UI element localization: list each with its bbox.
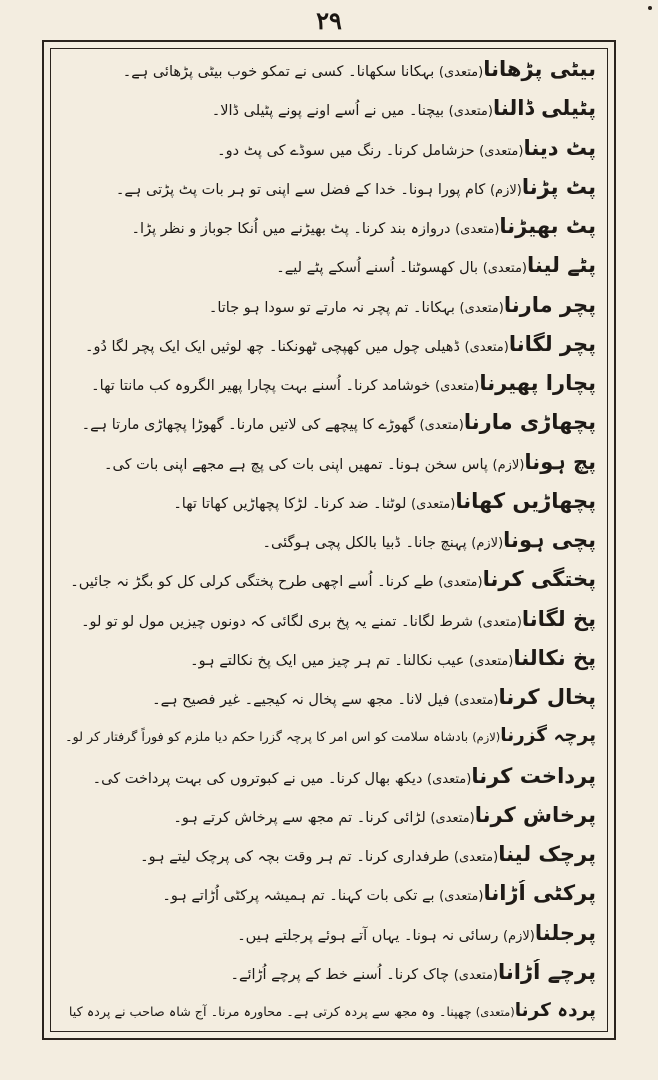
entry-grammar-label: (متعدی) bbox=[455, 222, 500, 237]
dictionary-entry bbox=[60, 56, 596, 82]
entry-grammar-label: (لازم) bbox=[502, 928, 535, 944]
dictionary-entry bbox=[60, 920, 596, 946]
entry-definition: بیچنا۔ میں نے اُسے اونے پونے پٹیلی ڈالا۔ bbox=[211, 103, 449, 120]
entry-headword: پچ ہونا bbox=[524, 449, 596, 474]
entry-definition: بال کھسوٹنا۔ اُسنے اُسکے پٹے لیے۔ bbox=[276, 260, 483, 277]
entry-headword: پختگی کرنا bbox=[482, 567, 596, 592]
entry-headword: پٹ دینا bbox=[523, 135, 596, 160]
entry-definition: خوشامد کرنا۔ اُسنے بہت پچارا پھیر الگروہ کب مانتا تھا۔ bbox=[91, 378, 436, 394]
dictionary-entry bbox=[60, 606, 596, 632]
entry-definition: عیب نکالنا۔ تم ہر چیز میں ایک پخ نکالتے ہو۔ bbox=[190, 652, 470, 669]
entry-grammar-label: (متعدی) bbox=[427, 771, 472, 787]
entry-definition: رسائی نہ ہونا۔ یہاں آتے ہوئے پرجلتے ہیں۔ bbox=[237, 927, 503, 944]
entry-definition: بہکانا۔ تم پچر نہ مارتے تو سودا ہو جاتا۔ bbox=[208, 299, 460, 316]
entry-definition: پہنچ جانا۔ ڈبیا بالکل پچی ہوگئی۔ bbox=[262, 535, 472, 551]
entry-definition: بے تکی بات کہنا۔ تم ہمیشہ پرکٹی اُڑاتے ہو۔ bbox=[162, 888, 440, 905]
entry-definition: چھپنا۔ وہ مجھ سے پردہ کرتی ہے۔ محاورہ مرنا۔ آج شاہ صاحب نے پردہ کیا bbox=[68, 1005, 476, 1020]
entry-definition: بہکانا سکھانا۔ کسی نے تمکو خوب بیٹی پڑھائی ہے۔ bbox=[122, 64, 439, 80]
entry-definition: کام پورا ہونا۔ خدا کے فضل سے اپنی تو ہر بات پٹ پڑتی ہے۔ bbox=[115, 181, 490, 198]
entry-headword: پخ لگانا bbox=[521, 606, 596, 631]
page-number: ۲۹ bbox=[316, 6, 342, 35]
dictionary-entry bbox=[60, 880, 596, 906]
entry-grammar-label: (متعدی) bbox=[464, 339, 509, 355]
entry-grammar-label: (متعدی) bbox=[438, 575, 483, 591]
entry-headword: پچارا پھیرنا bbox=[479, 371, 596, 395]
entry-definition: طرفداری کرنا۔ تم ہر وقت بچہ کی پرچک لیتے ہو۔ bbox=[140, 849, 454, 865]
entry-definition: دروازہ بند کرنا۔ پٹ بھیڑنے میں اُنکا جوباز و نظر پڑا۔ bbox=[131, 221, 456, 237]
entry-headword: پچر لگانا bbox=[508, 331, 596, 356]
entry-grammar-label: (متعدی) bbox=[482, 261, 527, 277]
entry-definition: بادشاہ سلامت کو اس امر کا پرچہ گزرا حکم دیا ملزم کو فوراً گرفتار کر لو۔ bbox=[65, 730, 473, 746]
dictionary-entry bbox=[60, 449, 596, 475]
dictionary-entries bbox=[54, 52, 602, 1028]
entry-grammar-label: (متعدی) bbox=[454, 693, 499, 708]
entry-grammar-label: (متعدی) bbox=[411, 496, 456, 512]
dictionary-entry bbox=[60, 331, 596, 357]
entry-headword: پچھاڑیں کھانا bbox=[455, 488, 596, 513]
entry-definition: لوٹنا۔ ضد کرنا۔ لڑکا پچھاڑیں کھاتا تھا۔ bbox=[173, 495, 411, 512]
entry-grammar-label: (متعدی) bbox=[435, 379, 480, 394]
dictionary-entry bbox=[60, 802, 596, 828]
entry-grammar-label: (متعدی) bbox=[469, 653, 514, 669]
entry-definition: حزشامل کرنا۔ رنگ میں سوڈے کی پٹ دو۔ bbox=[217, 142, 480, 159]
entry-grammar-label: (متعدی) bbox=[438, 65, 484, 80]
entry-definition: لڑائی کرنا۔ تم مجھ سے پرخاش کرتے ہو۔ bbox=[173, 809, 431, 826]
entry-definition: طے کرنا۔ اُسے اچھی طرح پختگی کرلی کل کو بگڑ نہ جائیں۔ bbox=[70, 574, 439, 591]
entry-definition: پاس سخن ہونا۔ تمھیں اپنی بات کی پچ ہے مجھے اپنی بات کی۔ bbox=[104, 456, 493, 473]
entry-headword: پچر مارنا bbox=[503, 292, 596, 317]
entry-grammar-label: (متعدی) bbox=[453, 850, 499, 865]
entry-headword: پرچک لینا bbox=[498, 842, 596, 866]
entry-definition: گھوڑے کا پیچھے کی لاتیں مارنا۔ گھوڑا پچھاڑی مارتا ہے۔ bbox=[81, 417, 420, 434]
entry-grammar-label: (متعدی) bbox=[459, 300, 504, 316]
entry-grammar-label: (متعدی) bbox=[477, 614, 522, 630]
entry-grammar-label: (متعدی) bbox=[453, 967, 499, 983]
entry-headword: پٹ بھیڑنا bbox=[499, 214, 596, 238]
dictionary-entry bbox=[60, 841, 596, 867]
dictionary-entry bbox=[60, 566, 596, 592]
dictionary-entry bbox=[60, 174, 596, 200]
dictionary-entry bbox=[60, 723, 596, 749]
entry-definition: شرط لگانا۔ تمنے یہ پخ بری لگائی کہ دونوں چیزیں مول لو تو لو۔ bbox=[81, 613, 478, 630]
dictionary-entry bbox=[60, 370, 596, 396]
entry-headword: پرکٹی اُڑانا bbox=[483, 881, 596, 906]
dictionary-entry bbox=[60, 959, 596, 985]
entry-headword: پٹیلی ڈالنا bbox=[492, 96, 596, 121]
dictionary-entry bbox=[60, 135, 596, 161]
entry-grammar-label: (لازم) bbox=[489, 182, 522, 198]
entry-headword: پچھاڑی مارنا bbox=[463, 410, 596, 435]
entry-headword: بیٹی پڑھانا bbox=[483, 57, 596, 81]
entry-headword: پرچے اُڑانا bbox=[498, 959, 596, 984]
entry-grammar-label: (متعدی) bbox=[439, 889, 484, 905]
entry-grammar-label: (متعدی) bbox=[475, 1005, 515, 1019]
dictionary-entry bbox=[60, 763, 596, 789]
entry-definition: دیکھ بھال کرنا۔ میں نے کبوتروں کی بہت پرداخت کی۔ bbox=[92, 770, 428, 787]
entry-headword: پخ نکالنا bbox=[513, 645, 596, 670]
dictionary-entry bbox=[60, 684, 596, 710]
dictionary-entry bbox=[60, 488, 596, 514]
entry-grammar-label: (لازم) bbox=[471, 536, 504, 551]
entry-grammar-label: (متعدی) bbox=[419, 418, 464, 434]
entry-headword: پرخاش کرنا bbox=[474, 802, 596, 827]
entry-grammar-label: (متعدی) bbox=[430, 810, 475, 826]
entry-headword: پردہ کرنا bbox=[514, 1000, 596, 1021]
entry-headword: پرچہ گزرنا bbox=[500, 725, 596, 747]
dictionary-entry bbox=[60, 292, 596, 318]
entry-definition: فیل لانا۔ مجھ سے پخال نہ کیجیے۔ غیر فصیح ہے۔ bbox=[152, 692, 455, 708]
entry-headword: پرجلنا bbox=[534, 920, 596, 945]
entry-definition: ڈھیلی چول میں کھپچی ٹھونکنا۔ چھ لوثیں ایک ایک پچر لگا دُو۔ bbox=[84, 338, 465, 355]
entry-headword: پرداخت کرنا bbox=[471, 763, 596, 788]
entry-grammar-label: (متعدی) bbox=[479, 143, 524, 159]
dictionary-entry bbox=[60, 645, 596, 671]
dictionary-entry bbox=[60, 213, 596, 239]
entry-headword: پٹے لینا bbox=[527, 253, 596, 278]
dictionary-entry bbox=[60, 252, 596, 278]
entry-grammar-label: (متعدی) bbox=[448, 104, 493, 120]
dictionary-entry bbox=[60, 527, 596, 553]
entry-definition: چاک کرنا۔ اُسنے خط کے پرچے اُڑائے۔ bbox=[230, 966, 454, 983]
entry-headword: پچی ہونا bbox=[503, 528, 596, 552]
entry-grammar-label: (لازم) bbox=[472, 730, 501, 745]
entry-headword: پخال کرنا bbox=[498, 685, 596, 709]
entry-headword: پٹ پڑنا bbox=[521, 174, 596, 199]
dictionary-entry bbox=[60, 998, 596, 1024]
entry-grammar-label: (لازم) bbox=[492, 457, 525, 473]
dictionary-entry bbox=[60, 409, 596, 435]
dictionary-entry bbox=[60, 95, 596, 121]
